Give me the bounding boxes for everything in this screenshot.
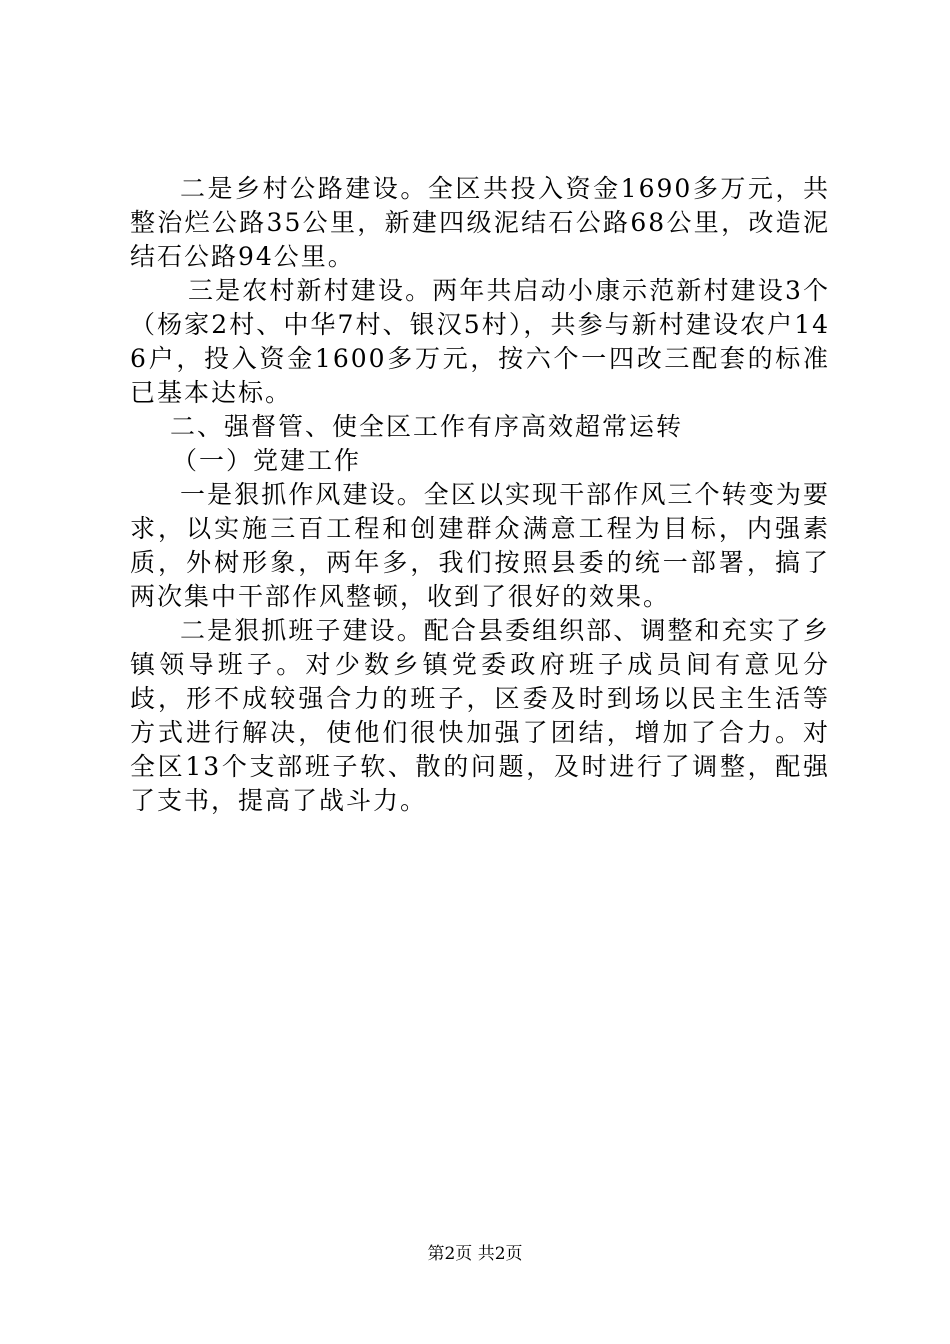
paragraph-rural-roads: 二是乡村公路建设。全区共投入资金1690多万元，共整治烂公路35公里，新建四级泥结石公路68公里，改造泥结石公路94公里。	[130, 174, 830, 271]
paragraph-work-style: 一是狠抓作风建设。全区以实现干部作风三个转变为要求，以实施三百工程和创建群众满意工程为目标，内强素质，外树形象，两年多，我们按照县委的统一部署，搞了两次集中干部作风整顿，收到了很好的效果。	[130, 480, 830, 611]
subsection-heading-party-building: （一）党建工作	[172, 446, 362, 475]
document-body	[130, 172, 830, 818]
paragraph-new-village: 三是农村新村建设。两年共启动小康示范新村建设3个（杨家2村、中华7村、银汉5村），共参与新村建设农户146户，投入资金1600多万元，按六个一四改三配套的标准已基本达标。	[130, 276, 830, 407]
section-heading-supervision: 二、强督管、使全区工作有序高效超常运转	[170, 412, 684, 441]
page-number-footer: 第2页 共2页	[427, 1244, 523, 1264]
paragraph-leadership-team: 二是狠抓班子建设。配合县委组织部、调整和充实了乡镇领导班子。对少数乡镇党委政府班子成员间有意见分歧，形不成较强合力的班子，区委及时到场以民主生活等方式进行解决，使他们很快加强了团结，增加了合力。对全区13个支部班子软、散的问题，及时进行了调整，配强了支书，提高了战斗力。	[130, 616, 830, 815]
